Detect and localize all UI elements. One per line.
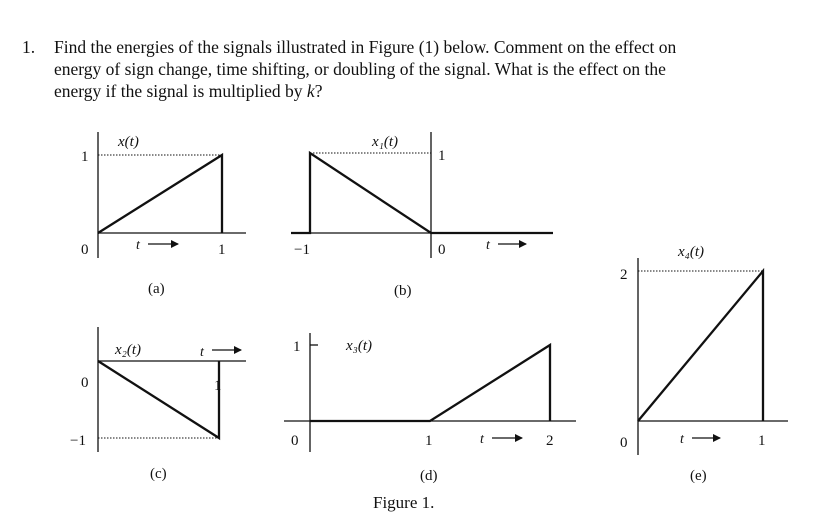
- panel-d-x-tick-1: 1: [425, 433, 433, 449]
- panel-b-tag: (b): [394, 283, 412, 299]
- panel-d: [284, 333, 576, 484]
- panel-b-signal-curve: [291, 153, 553, 233]
- panel-a: [81, 132, 246, 297]
- panel-b-y-tick-1: 1: [438, 148, 446, 164]
- panel-b-origin-tick: 0: [438, 242, 446, 258]
- panel-d-signal-label: x₃(t): [346, 338, 373, 354]
- panel-a-y-tick-1: 1: [81, 149, 89, 165]
- figure-caption: Figure 1.: [373, 493, 435, 512]
- panel-d-y-tick-1: 1: [293, 339, 301, 355]
- panel-a-x-tick-1: 1: [218, 242, 226, 258]
- question-mark: ?: [314, 81, 323, 101]
- panel-c: [70, 327, 246, 482]
- panel-b-signal-label: x₁(t): [372, 134, 399, 150]
- panel-a-signal-curve: [98, 155, 222, 233]
- panel-b-t-label: t: [486, 238, 490, 253]
- panel-d-origin-tick: 0: [291, 433, 299, 449]
- panel-e-origin-tick: 0: [620, 435, 628, 451]
- panel-e: [620, 244, 788, 484]
- panel-d-t-label: t: [480, 432, 484, 447]
- panel-a-t-label: t: [136, 238, 140, 253]
- panel-a-origin-tick: 0: [81, 242, 89, 258]
- panel-d-signal-curve: [310, 345, 550, 421]
- panel-a-signal-label: x(t): [118, 134, 139, 150]
- panel-e-y-tick-2: 2: [620, 267, 628, 283]
- panel-b: [291, 132, 553, 299]
- panel-e-signal-curve: [638, 271, 763, 421]
- panel-c-y-tick-minus-1: −1: [70, 433, 86, 449]
- panel-a-tag: (a): [148, 281, 165, 297]
- panel-d-x-tick-2: 2: [546, 433, 554, 449]
- panel-e-tag: (e): [690, 468, 707, 484]
- problem-line-2: energy of sign change, time shifting, or doubling of the signal. What is the effect on the: [54, 59, 666, 79]
- constant-k: k: [306, 81, 315, 101]
- panel-e-t-label: t: [680, 432, 684, 447]
- panel-c-signal-curve: [98, 361, 219, 438]
- problem-line-1: Find the energies of the signals illustrated in Figure (1) below. Comment on the effect on: [54, 37, 677, 57]
- panel-c-signal-label: x₂(t): [115, 342, 142, 358]
- panel-c-t-label: t: [200, 345, 204, 360]
- panel-c-x-tick-1: 1: [214, 378, 222, 394]
- panel-e-x-tick-1: 1: [758, 433, 766, 449]
- problem-number: 1.: [22, 37, 36, 57]
- problem-line-3-text: energy if the signal is multiplied by: [54, 81, 307, 101]
- panel-d-tag: (d): [420, 468, 438, 484]
- panel-c-origin-tick: 0: [81, 375, 89, 391]
- panel-b-x-tick-minus-1: −1: [294, 242, 310, 258]
- panel-e-signal-label: x₄(t): [678, 244, 705, 260]
- panel-c-tag: (c): [150, 466, 167, 482]
